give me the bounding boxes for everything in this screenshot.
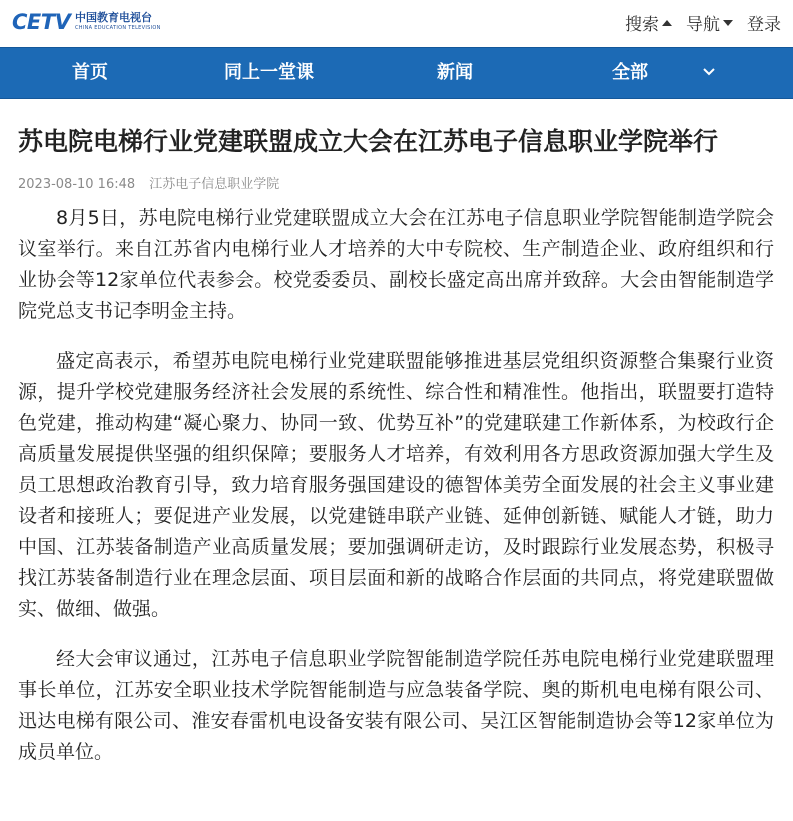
article-paragraph: 8月5日，苏电院电梯行业党建联盟成立大会在江苏电子信息职业学院智能制造学院会议室举行。来自江苏省内电梯行业人才培养的大中专院校、生产制造企业、政府组织和行业协会等12家单位代表参会。校党委委员、副校长盛定高出席并致辞。大会由智能制造学院党总支书记李明金主持。: [18, 207, 774, 322]
nav-item-news[interactable]: 新闻: [437, 62, 473, 83]
logo-english-name: CHINA EDUCATION TELEVISION: [75, 25, 161, 31]
nav-item-same-class[interactable]: 同上一堂课: [224, 62, 314, 83]
article: [0, 124, 793, 768]
article-date: 2023-08-10 16:48: [18, 177, 136, 192]
top-links: [611, 10, 781, 35]
article-paragraph: 经大会审议通过，江苏电子信息职业学院智能制造学院任苏电院电梯行业党建联盟理事长单位，江苏安全职业技术学院智能制造与应急装备学院、奥的斯机电电梯有限公司、迅达电梯有限公司、淮安春雷机电设备安装有限公司、吴江区智能制造协会等12家单位为成员单位。: [18, 648, 774, 763]
search-label: 搜索: [625, 15, 659, 35]
login-link[interactable]: [747, 10, 781, 35]
nav-menu[interactable]: [686, 10, 733, 35]
main-nav: [0, 47, 793, 99]
nav-label: 导航: [686, 15, 720, 35]
cetv-logo[interactable]: [10, 8, 161, 38]
chevron-down-icon[interactable]: [702, 65, 716, 79]
nav-item-all[interactable]: 全部: [612, 62, 648, 83]
article-meta: [18, 177, 774, 193]
caret-down-icon: [723, 20, 733, 26]
search-menu[interactable]: [625, 10, 672, 35]
logo-chinese-name: 中国教育电视台: [75, 11, 152, 24]
caret-up-icon: [662, 20, 672, 26]
article-title: 苏电院电梯行业党建联盟成立大会在江苏电子信息职业学院举行: [18, 127, 719, 156]
article-source: 江苏电子信息职业学院: [149, 177, 280, 192]
logo-mark: CETV: [12, 10, 71, 34]
nav-item-home[interactable]: 首页: [72, 62, 108, 83]
top-bar: [0, 0, 793, 47]
article-paragraph: 盛定高表示，希望苏电院电梯行业党建联盟能够推进基层党组织资源整合集聚行业资源，提升学校党建服务经济社会发展的系统性、综合性和精准性。他指出，联盟要打造特色党建，推动构建“凝心聚力、协同一致、优势互补”的党建联建工作新体系，为校政行企高质量发展提供坚强的组织保障；要服务人才培养，有效利用各方思政资源加强大学生及员工思想政治教育引导，致力培育服务强国建设的德智体美劳全面发展的社会主义事业建设者和接班人；要促进产业发展，以党建链串联产业链、延伸创新链、赋能人才链，助力中国、江苏装备制造产业高质量发展；要加强调研走访，及时跟踪行业发展态势，积极寻找江苏装备制造行业在理念层面、项目层面和新的战略合作层面的共同点，将党建联盟做实、做细、做强。: [18, 350, 774, 620]
login-label: 登录: [747, 15, 781, 35]
